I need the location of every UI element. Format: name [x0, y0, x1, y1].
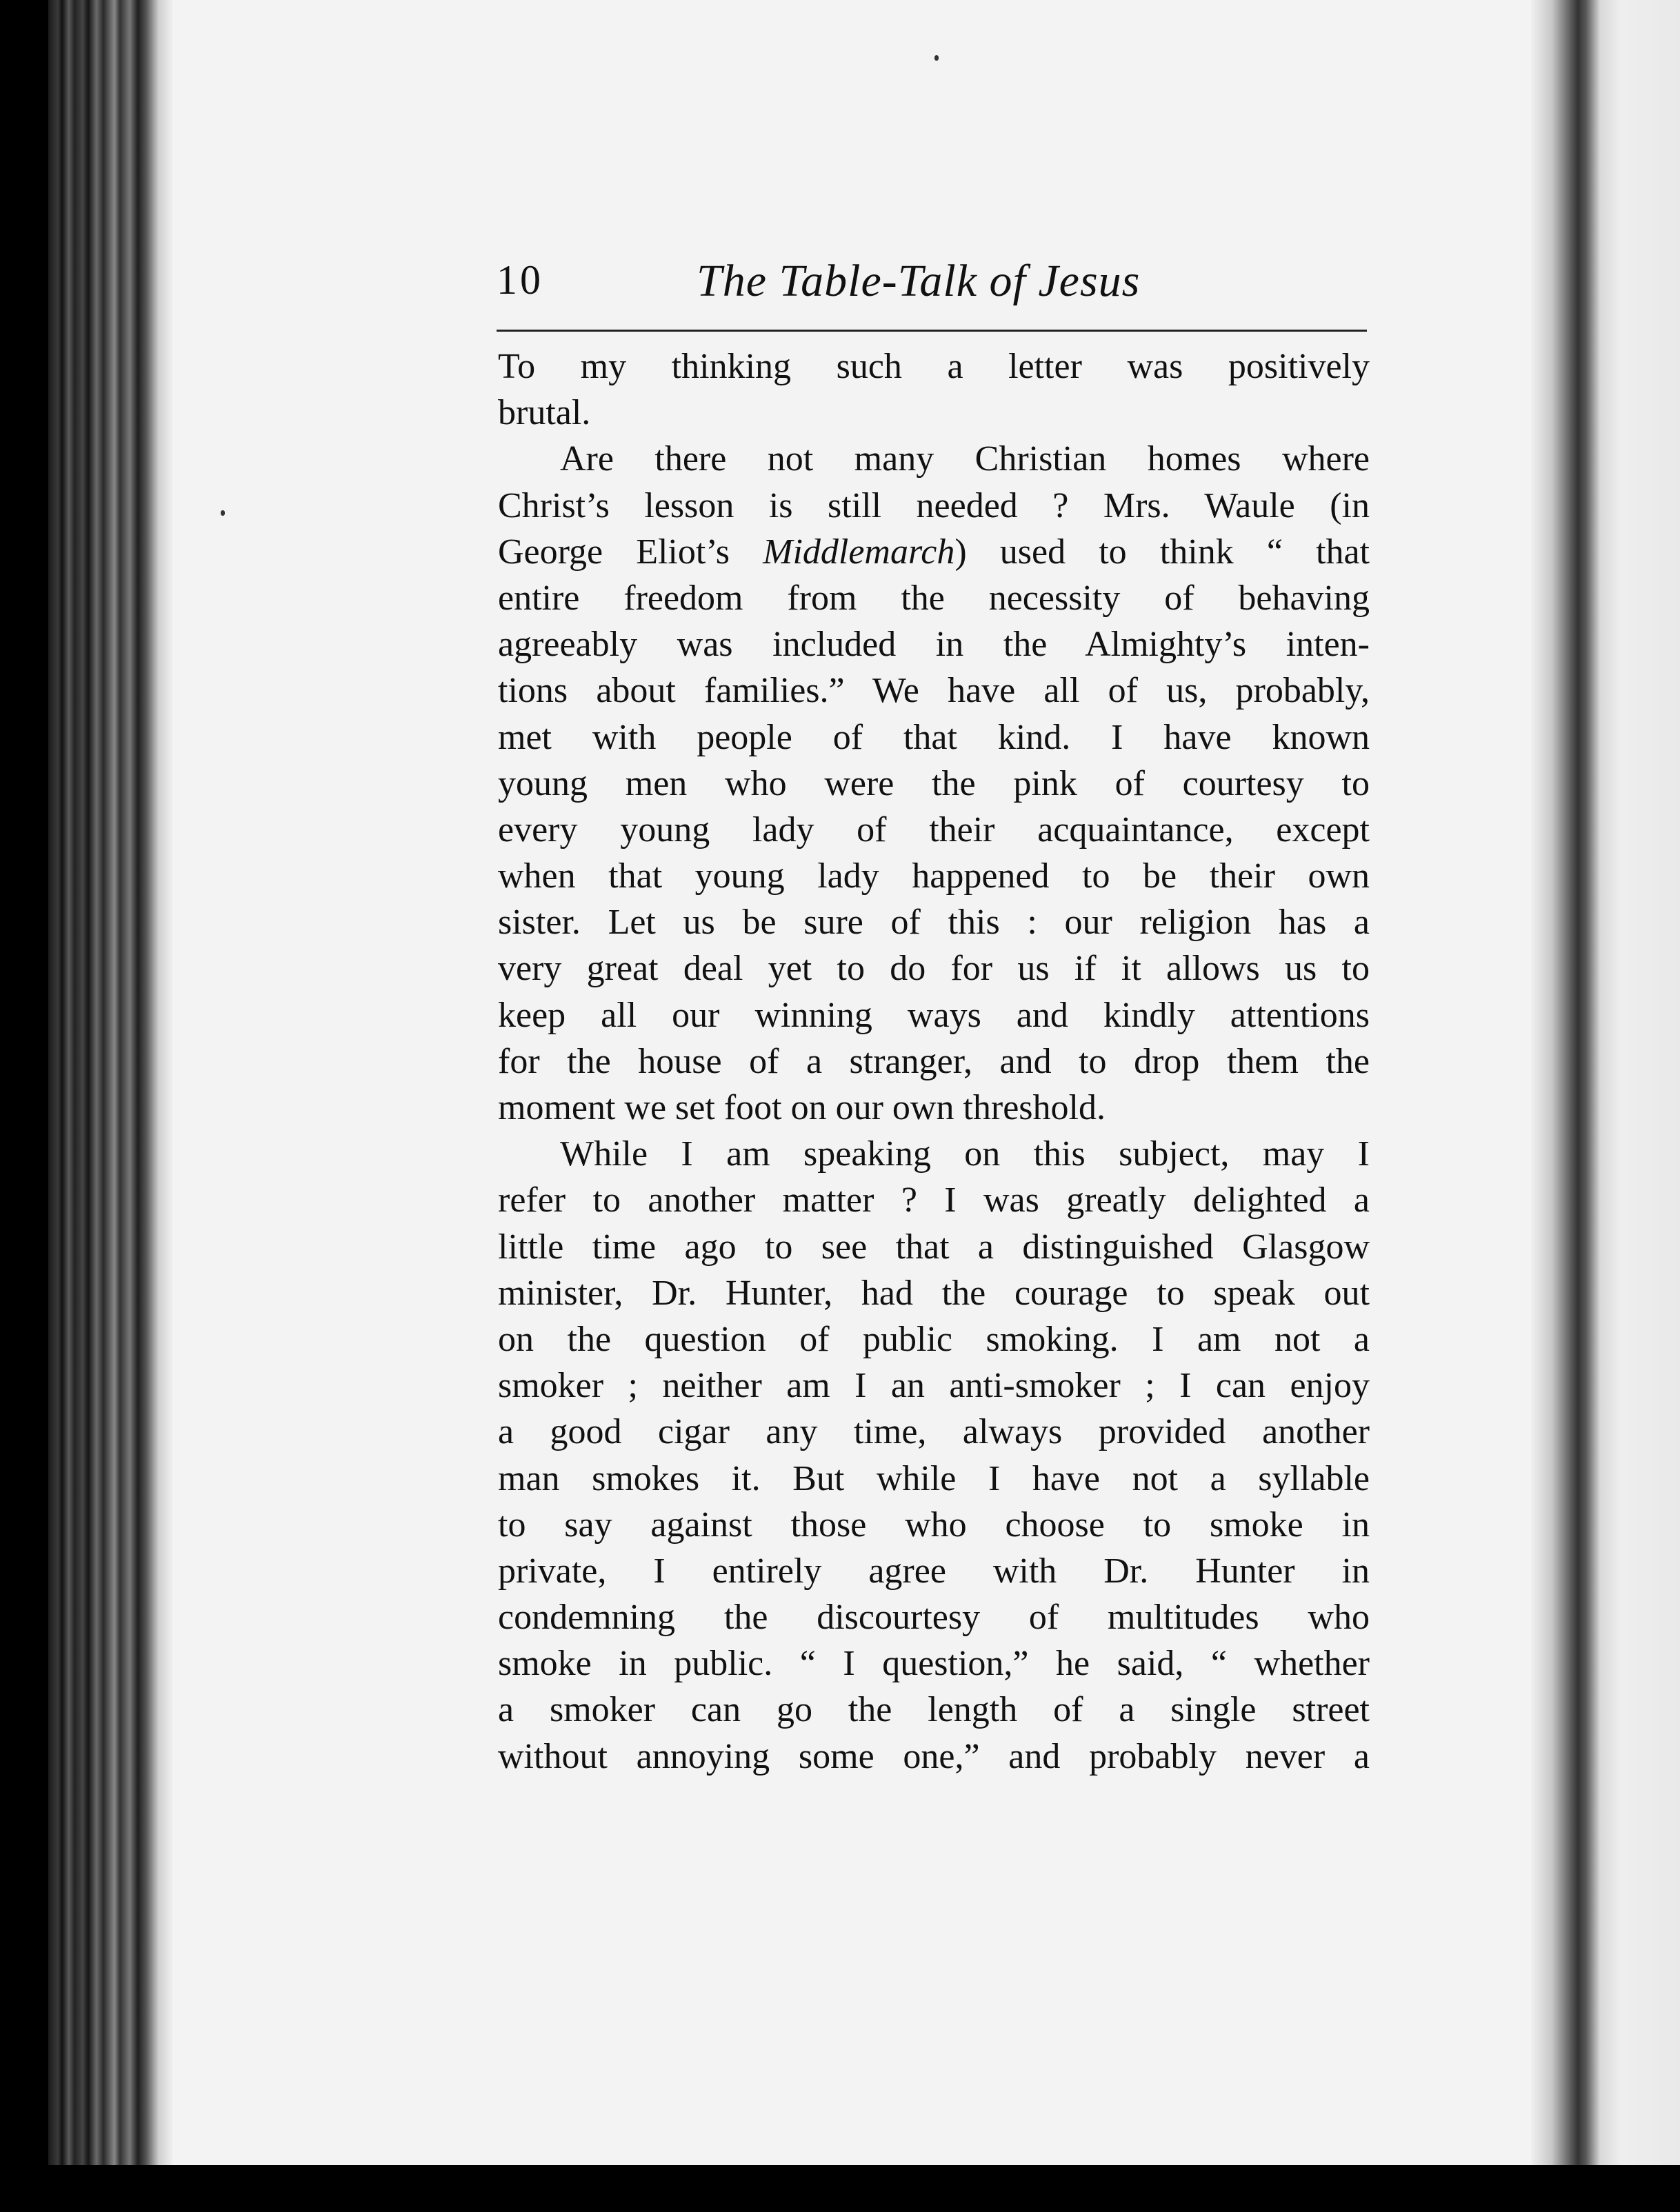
- text-line: Christ’s lesson is still needed ? Mrs. Waule (in: [498, 485, 1370, 525]
- ink-speck: [221, 510, 225, 516]
- text-line: Are there not many Christian homes where: [560, 439, 1370, 479]
- text-line: man smokes it. But while I have not a syllable: [498, 1458, 1370, 1498]
- ink-speck: [934, 55, 939, 61]
- text-line: agreeably was included in the Almighty’s inten-: [498, 625, 1370, 665]
- text-line: very great deal yet to do for us if it allows us to: [498, 949, 1370, 989]
- next-page-edge: [1531, 0, 1680, 2212]
- text-line: private, I entirely agree with Dr. Hunter in: [498, 1551, 1370, 1591]
- header-rule: [497, 330, 1367, 332]
- book-binding-edge: [48, 0, 186, 2212]
- scan-bottom-edge: [0, 2165, 1680, 2212]
- text-line: smoke in public. “ I question,” he said, “ whether: [498, 1644, 1370, 1684]
- running-title: The Table-Talk of Jesus: [697, 256, 1141, 306]
- text-line: when that young lady happened to be their own: [498, 856, 1370, 896]
- book-title-italic: Middlemarch: [763, 532, 955, 572]
- text-line: a good cigar any time, always provided another: [498, 1412, 1370, 1452]
- text-line: a smoker can go the length of a single street: [498, 1690, 1370, 1730]
- text-line: little time ago to see that a distinguished Glasgow: [498, 1227, 1370, 1267]
- page-header: [497, 255, 1367, 331]
- text-line: keep all our winning ways and kindly attentions: [498, 995, 1370, 1035]
- text-line: moment we set foot on our own threshold.: [498, 1088, 1106, 1127]
- text-line: met with people of that kind. I have known: [498, 717, 1370, 757]
- text-line: to say against those who choose to smoke in: [498, 1505, 1370, 1545]
- page-number: 10: [497, 257, 543, 303]
- text-line: without annoying some one,” and probably never a: [498, 1736, 1370, 1776]
- text-line: smoker ; neither am I an anti-smoker ; I can enjoy: [498, 1366, 1370, 1406]
- text-line: condemning the discourtesy of multitudes who: [498, 1598, 1370, 1638]
- text-line: While I am speaking on this subject, may I: [560, 1134, 1370, 1174]
- text-line: young men who were the pink of courtesy to: [498, 763, 1370, 803]
- text-line: George Eliot’s Middlemarch) used to think “ that: [498, 532, 1370, 572]
- text-line: tions about families.” We have all of us, probably,: [498, 671, 1370, 711]
- text-line: sister. Let us be sure of this : our religion has a: [498, 903, 1370, 943]
- text-line: entire freedom from the necessity of behaving: [498, 578, 1370, 618]
- text-line: brutal.: [498, 393, 591, 433]
- text-line: for the house of a stranger, and to drop them the: [498, 1041, 1370, 1081]
- text-line: To my thinking such a letter was positively: [498, 347, 1370, 386]
- body-text: [498, 343, 1370, 1780]
- text-line: every young lady of their acquaintance, except: [498, 810, 1370, 849]
- text-line: on the question of public smoking. I am not a: [498, 1319, 1370, 1359]
- text-line: minister, Dr. Hunter, had the courage to speak out: [498, 1273, 1370, 1313]
- text-line: refer to another matter ? I was greatly delighted a: [498, 1180, 1370, 1220]
